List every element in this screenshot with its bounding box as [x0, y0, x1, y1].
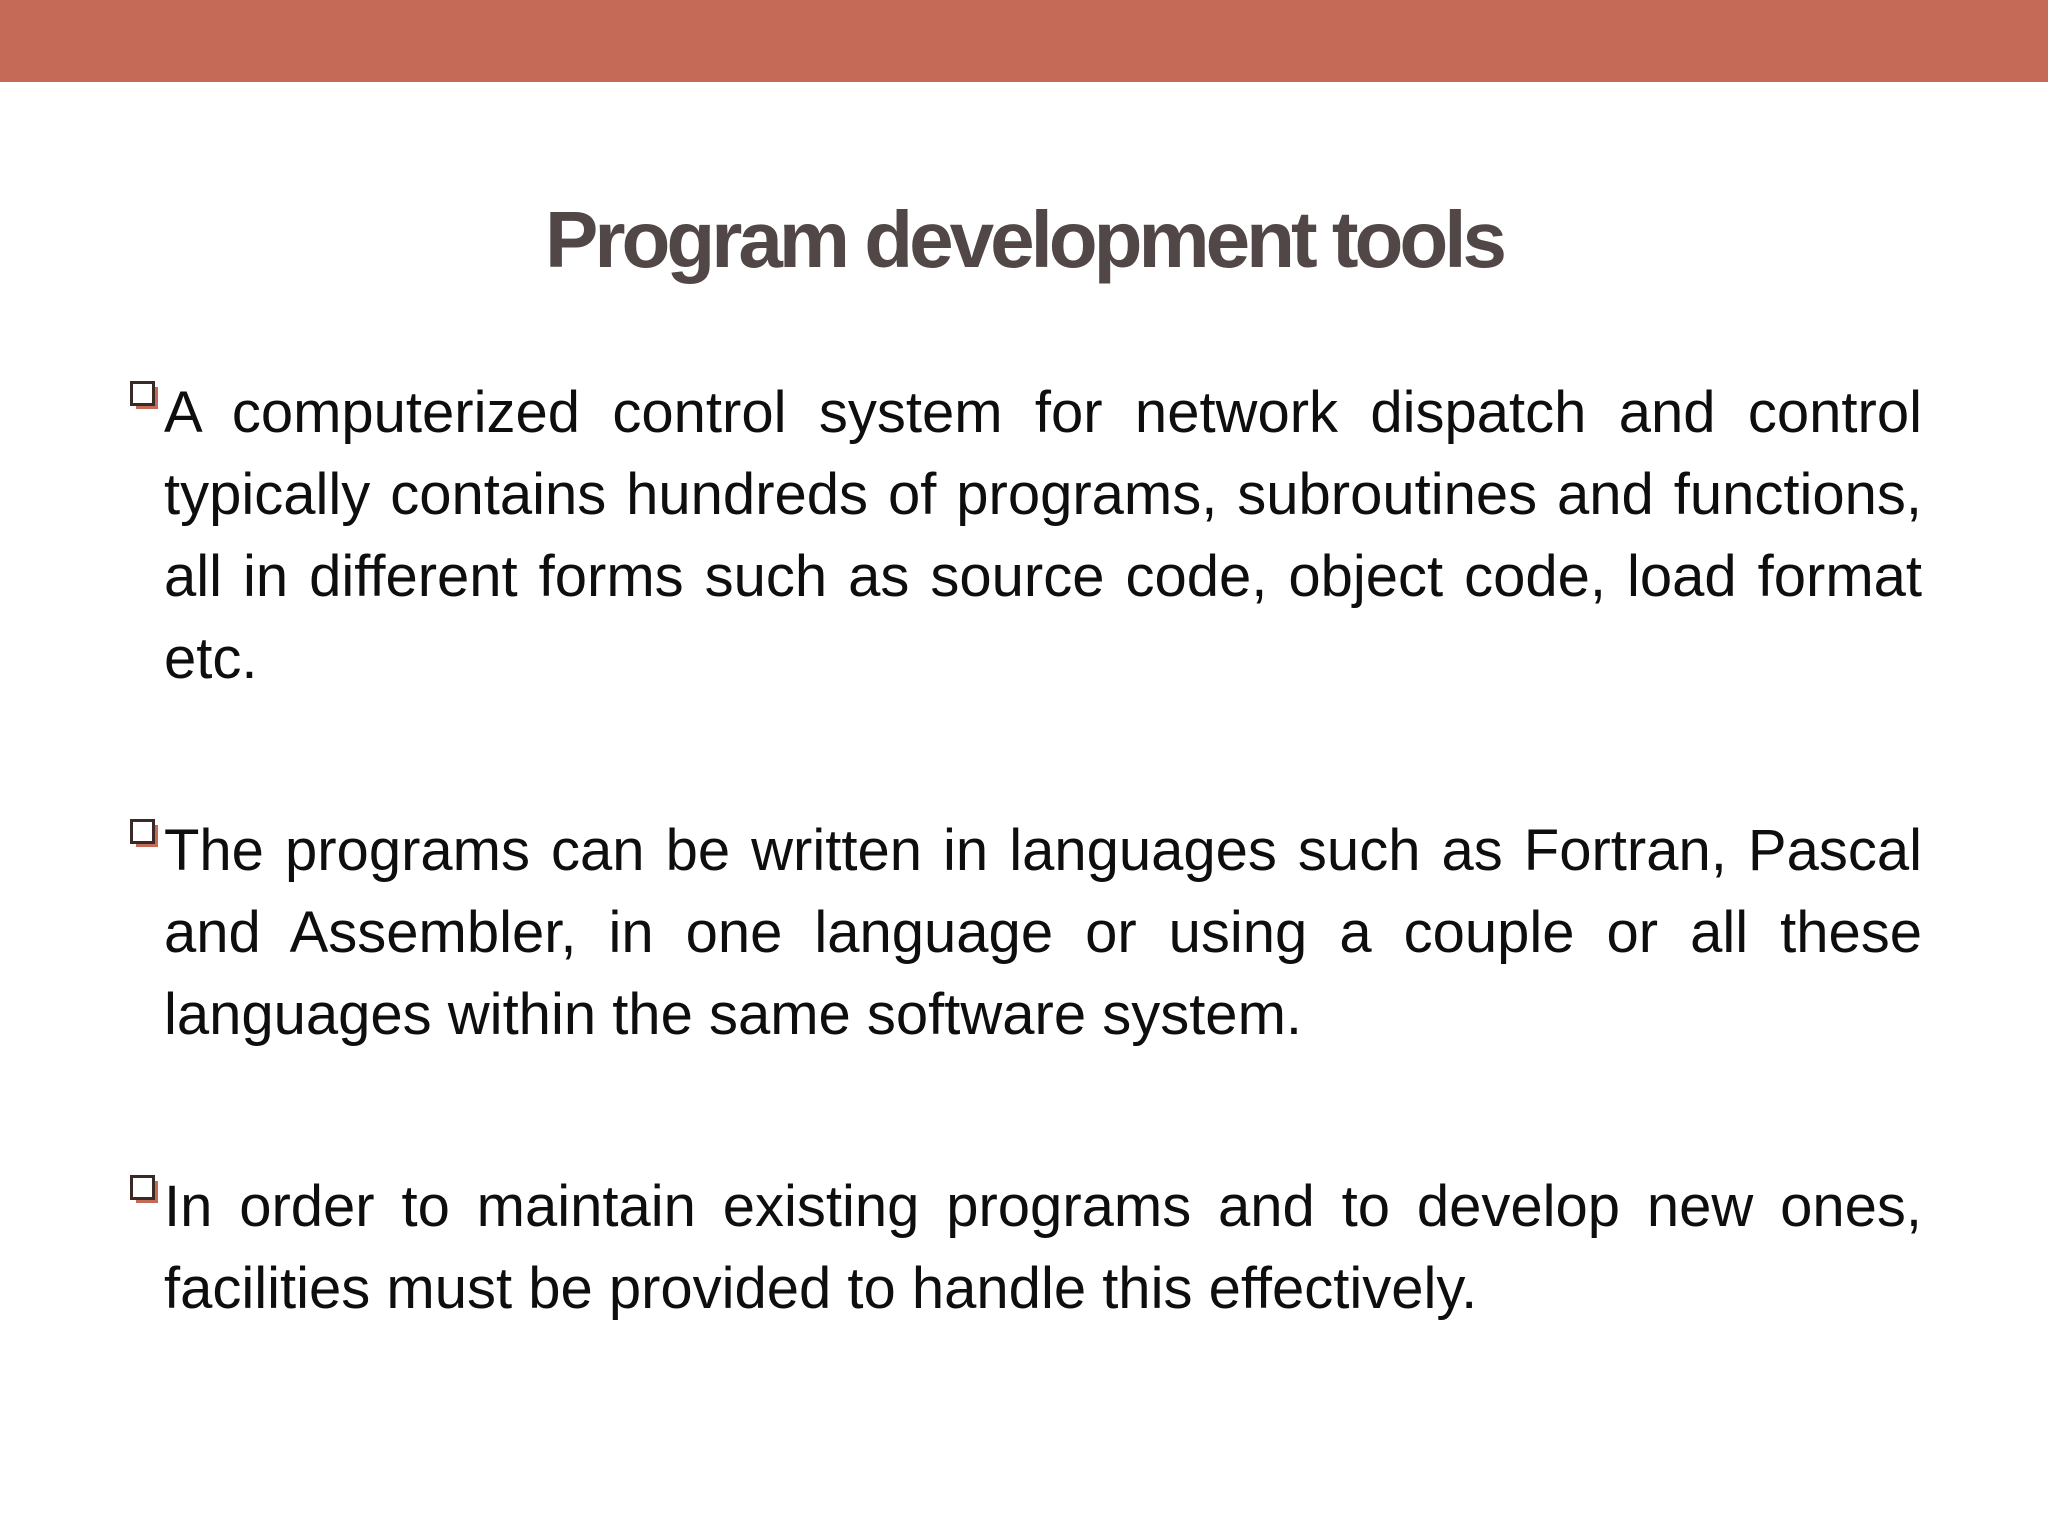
bullet-text: In order to maintain existing programs and to develop new ones, facilities must be provided to handle this effectively.: [164, 1174, 1922, 1321]
bullet-item: [126, 810, 1922, 1056]
slide-title: Program development tools: [545, 195, 1503, 284]
bullet-item: [126, 372, 1922, 700]
checkbox-square-icon: [130, 381, 160, 411]
top-accent-bar: [0, 0, 2048, 82]
checkbox-square-icon: [130, 819, 160, 849]
bullet-text: A computerized control system for network dispatch and control typically contains hundreds of programs, subroutines and functions, all in different forms such as source code, object code, load format etc.: [164, 380, 1922, 691]
bullet-item: [126, 1166, 1922, 1330]
bullet-text: The programs can be written in languages such as Fortran, Pascal and Assembler, in one language or using a couple or all these languages within the same software system.: [164, 818, 1922, 1047]
checkbox-square-icon: [130, 1175, 160, 1205]
bullet-list: [126, 372, 1922, 1330]
